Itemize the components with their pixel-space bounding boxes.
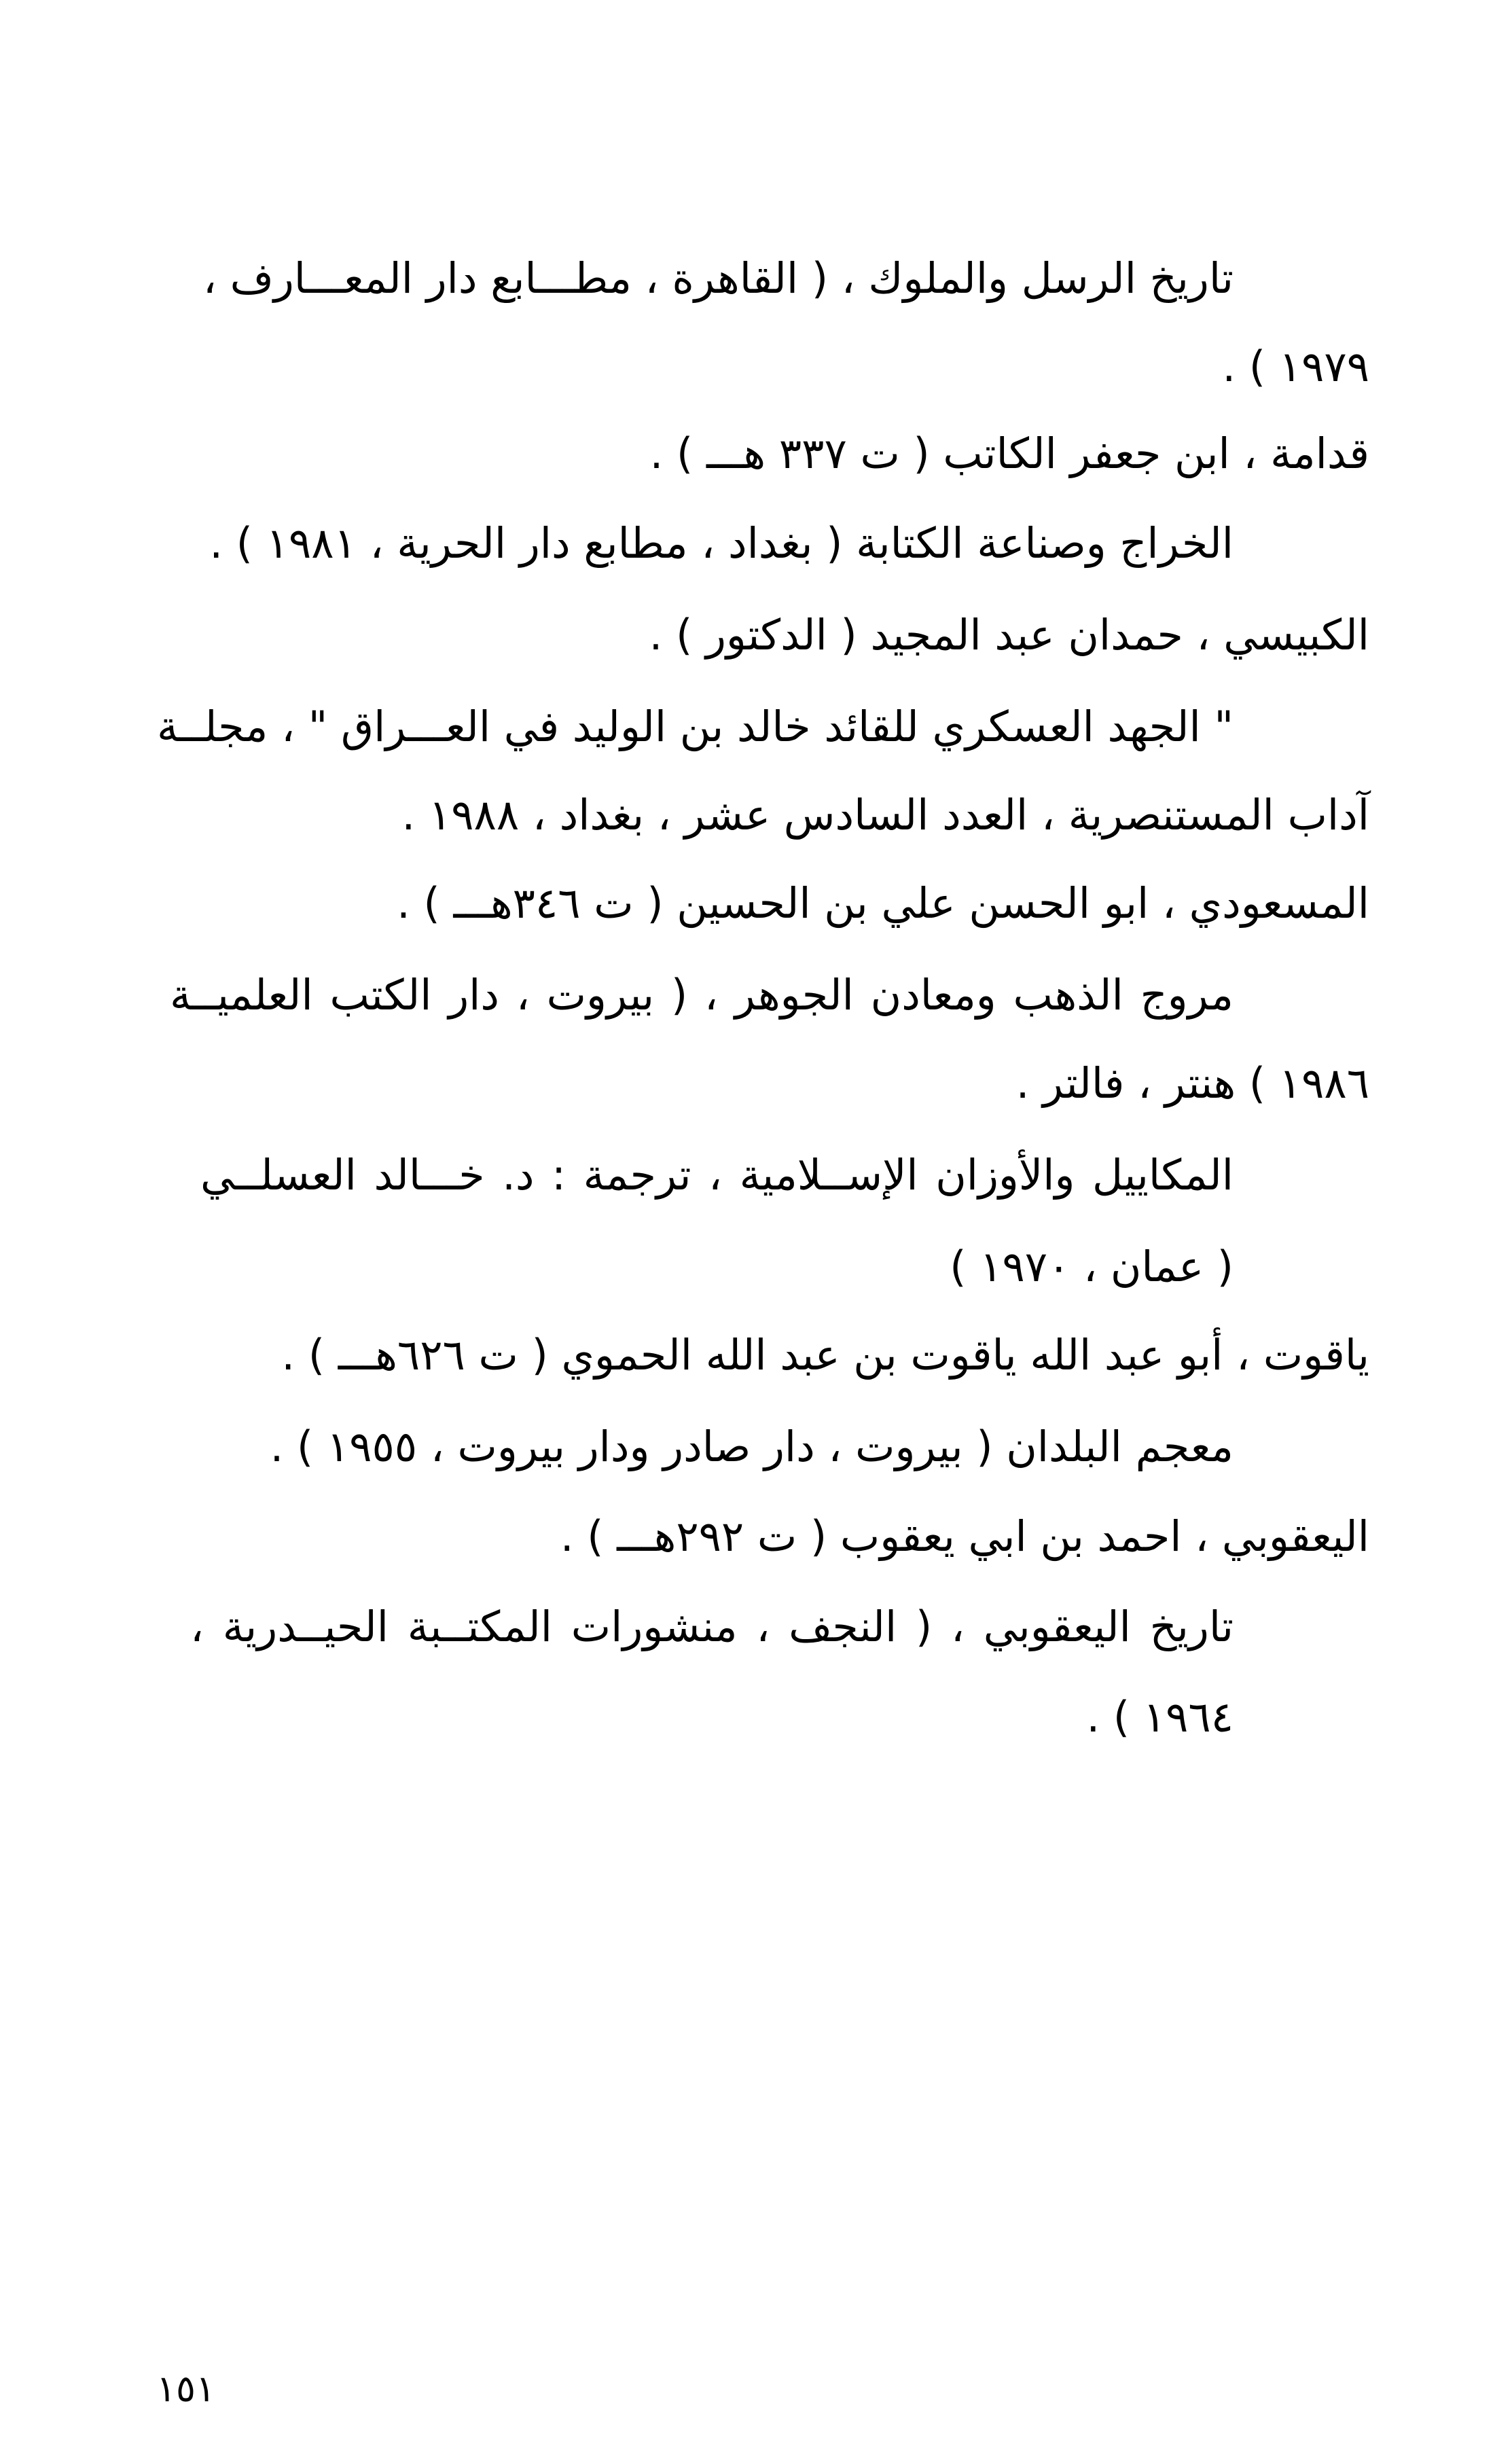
bibliography-heading: المسعودي ، ابو الحسن علي بن الحسين ( ت ٣٤٦هـــ ) . [397,878,1369,928]
bibliography-line: مروج الذهب ومعادن الجوهر ، ( بيروت ، دار الكتب العلميــة [170,970,1234,1020]
bibliography-line: تاريخ الرسل والملوك ، ( القاهرة ، مطـــابع دار المعـــارف ، [202,253,1234,303]
bibliography-line: معجم البلدان ( بيروت ، دار صادر ودار بيروت ، ١٩٥٥ ) . [270,1422,1234,1471]
bibliography-line: آداب المستنصرية ، العدد السادس عشر ، بغداد ، ١٩٨٨ . [401,790,1369,840]
bibliography-heading: ياقوت ، أبو عبد الله ياقوت بن عبد الله الحموي ( ت ٦٢٦هـــ ) . [281,1330,1369,1380]
bibliography-line: ١٩٦٤ ) . [1086,1692,1234,1742]
bibliography-line: المكاييل والأوزان الإســلامية ، ترجمة : د. خـــالد العسلــي [200,1150,1234,1200]
bibliography-line: ( عمان ، ١٩٧٠ ) [950,1242,1234,1291]
bibliography-line: الخراج وصناعة الكتابة ( بغداد ، مطابع دار الحرية ، ١٩٨١ ) . [209,518,1234,568]
bibliography-heading: الكبيسي ، حمدان عبد المجيد ( الدكتور ) . [649,610,1369,660]
bibliography-line: تاريخ اليعقوبي ، ( النجف ، منشورات المكتــبة الحيــدرية ، [190,1602,1234,1651]
page-number: ١٥١ [156,2367,216,2410]
bibliography-line: " الجهد العسكري للقائد خالد بن الوليد في العـــراق " ، مجلــة [157,702,1234,751]
bibliography-heading: اليعقوبي ، احمد بن ابي يعقوب ( ت ٢٩٢هـــ ) . [560,1511,1369,1561]
bibliography-line: ١٩٨٦ ) هنتر ، فالتر . [1015,1058,1369,1108]
bibliography-line: ١٩٧٩ ) . [1222,342,1369,391]
bibliography-heading: قدامة ، ابن جعفر الكاتب ( ت ٣٣٧ هـــ ) . [649,429,1369,478]
